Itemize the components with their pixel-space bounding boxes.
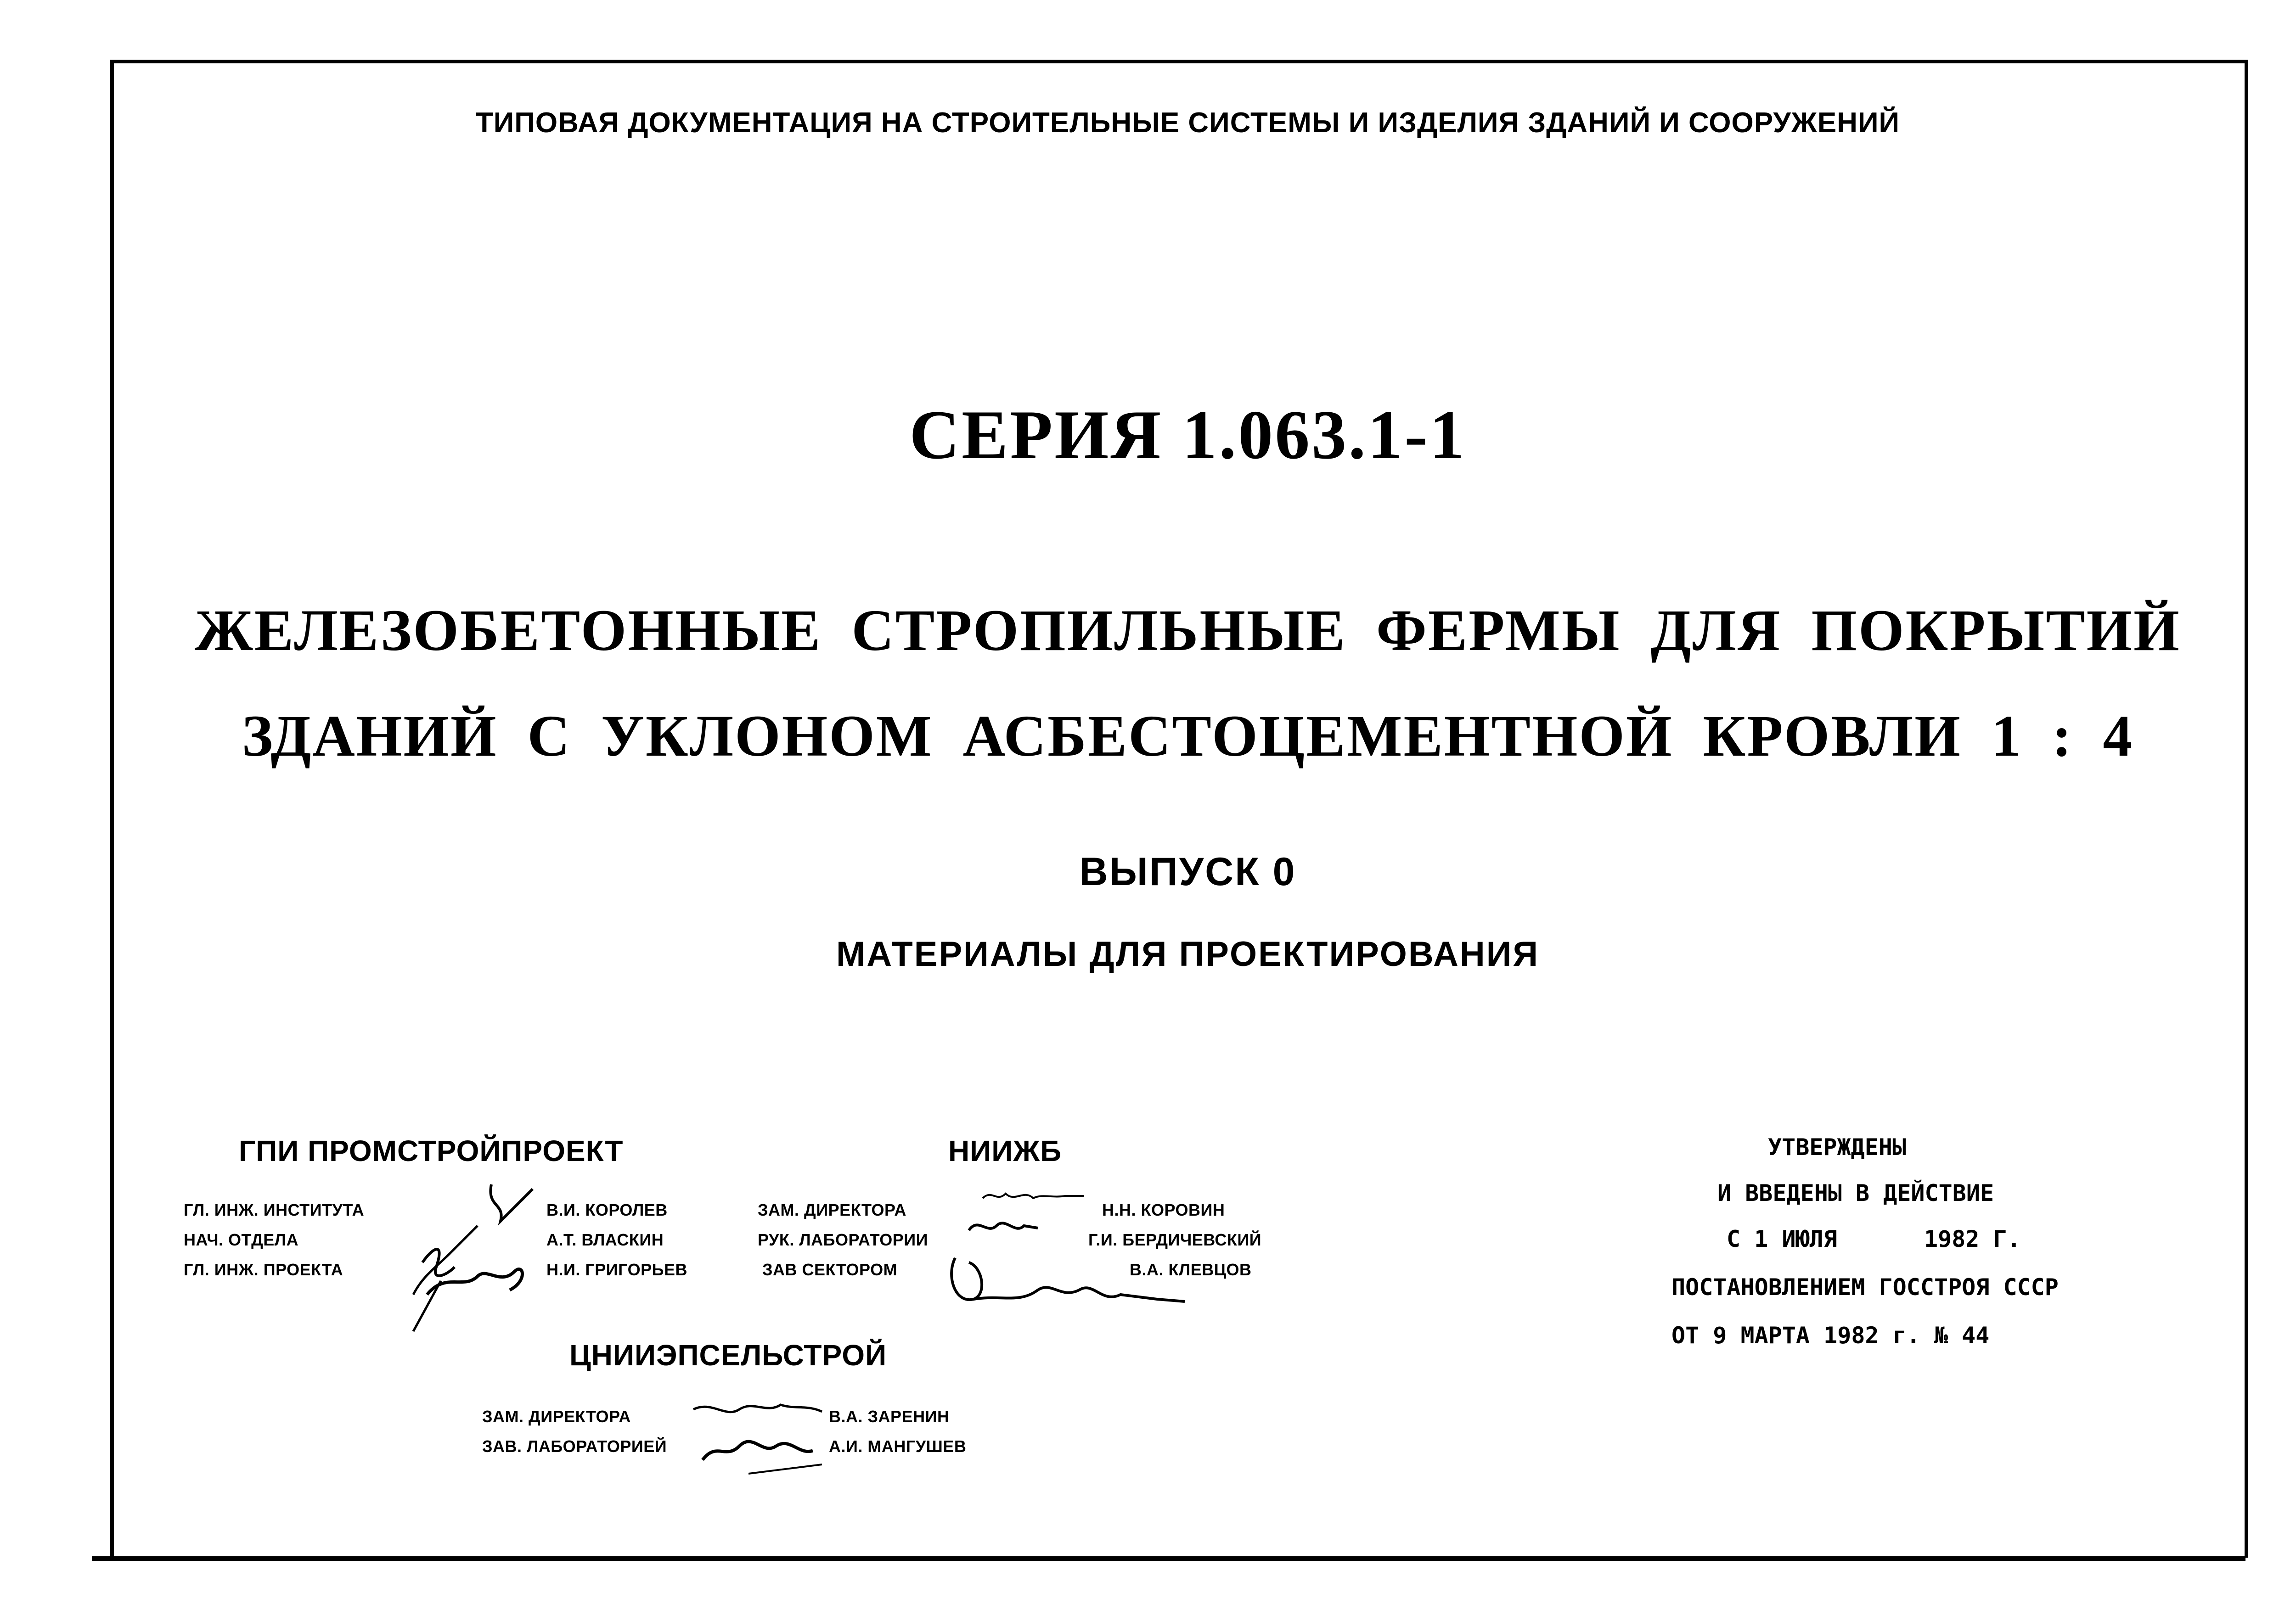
signature-org2: [928, 1184, 1203, 1331]
bottom-rule: [92, 1556, 2245, 1561]
role-nach-otdela: НАЧ. ОТДЕЛА: [184, 1230, 299, 1249]
role-gl-inzh-proekta: ГЛ. ИНЖ. ПРОЕКТА: [184, 1260, 343, 1279]
document-header: ТИПОВАЯ ДОКУМЕНТАЦИЯ НА СТРОИТЕЛЬНЫЕ СИСТЕМЫ И ИЗДЕЛИЯ ЗДАНИЙ И СООРУЖЕНИЙ: [475, 107, 1900, 139]
role-gl-inzh-instituta: ГЛ. ИНЖ. ИНСТИТУТА: [184, 1200, 365, 1219]
person-mangushev: А.И. МАНГУШЕВ: [829, 1437, 967, 1456]
person-korovin: Н.Н. КОРОВИН: [1102, 1200, 1225, 1219]
role-zav-laboratoriey: ЗАВ. ЛАБОРАТОРИЕЙ: [482, 1437, 667, 1456]
person-zarenin: В.А. ЗАРЕНИН: [829, 1407, 950, 1426]
person-klevtsov: В.А. КЛЕВЦОВ: [1130, 1260, 1252, 1279]
approval-line-5: ОТ 9 МАРТА 1982 г. № 44: [1671, 1322, 1990, 1349]
title-line-2: ЗДАНИЙ С УКЛОНОМ АСБЕСТОЦЕМЕНТНОЙ КРОВЛИ 1 : 4: [242, 703, 2134, 769]
role-zam-direktora-org3: ЗАМ. ДИРЕКТОРА: [482, 1407, 631, 1426]
approval-line-2: И ВВЕДЕНЫ В ДЕЙСТВИЕ: [1717, 1180, 1994, 1206]
role-ruk-laboratorii: РУК. ЛАБОРАТОРИИ: [758, 1230, 928, 1249]
series-number: СЕРИЯ 1.063.1-1: [909, 396, 1466, 473]
approval-date-year: 1982 Г.: [1924, 1226, 2021, 1252]
org-niizhb-title: НИИЖБ: [948, 1134, 1062, 1167]
issue-subtitle: МАТЕРИАЛЫ ДЛЯ ПРОЕКТИРОВАНИЯ: [836, 935, 1540, 974]
approval-line-4: ПОСТАНОВЛЕНИЕМ ГОССТРОЯ СССР: [1671, 1274, 2059, 1301]
person-berdichevsky: Г.И. БЕРДИЧЕВСКИЙ: [1088, 1230, 1262, 1249]
role-zam-direktora: ЗАМ. ДИРЕКТОРА: [758, 1200, 906, 1219]
person-grigoriev: Н.И. ГРИГОРЬЕВ: [546, 1260, 688, 1279]
title-line-1: ЖЕЛЕЗОБЕТОННЫЕ СТРОПИЛЬНЫЕ ФЕРМЫ ДЛЯ ПОКРЫТИЙ: [195, 598, 2181, 663]
role-zav-sektorom: ЗАВ СЕКТОРОМ: [762, 1260, 898, 1279]
signature-org3: [684, 1391, 831, 1492]
person-vlaskin: А.Т. ВЛАСКИН: [546, 1230, 664, 1249]
org-promstroyproekt-title: ГПИ ПРОМСТРОЙПРОЕКТ: [239, 1134, 624, 1167]
person-korolev: В.И. КОРОЛЕВ: [546, 1200, 668, 1219]
org-tsniiepselstroy-title: ЦНИИЭПСЕЛЬСТРОЙ: [569, 1339, 887, 1372]
approval-line-1: УТВЕРЖДЕНЫ: [1768, 1134, 1907, 1161]
issue-number: ВЫПУСК 0: [1079, 850, 1296, 894]
signature-org1: [395, 1175, 551, 1341]
approval-date-day: С 1 ИЮЛЯ: [1727, 1226, 1837, 1252]
